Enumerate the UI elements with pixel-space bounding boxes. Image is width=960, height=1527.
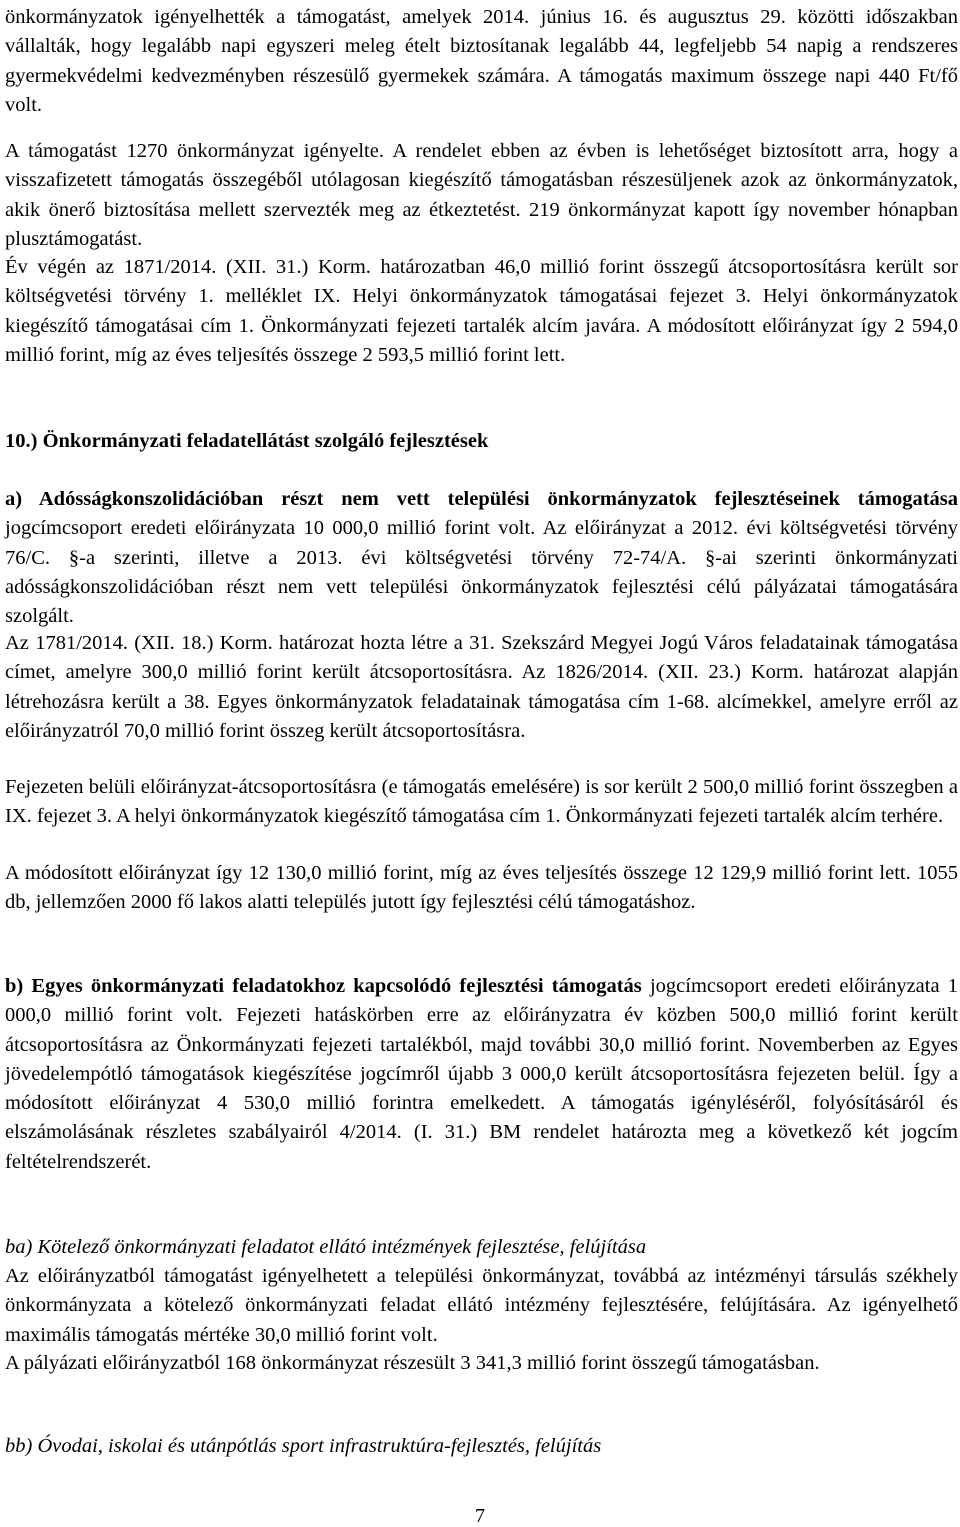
paragraph-regroupings: Az 1781/2014. (XII. 18.) Korm. határozat hozta létre a 31. Szekszárd Megyei Jogú Város feladatainak támogatása címet, amelyre 300,0 millió forint került átcsoportosításra. Az 1826/2014. (XII. 23.) Korm. határozat alapján létrehozásra került a 38. Egyes önkormányzatok feladatainak támogatása cím 1-68. alcímekkel, amelyre erről az előirányzatról 70,0 millió forint összeg került átcsoportosításra.	[5, 632, 958, 742]
subsection-ba-result: A pályázati előirányzatból 168 önkormányzat részesült 3 341,3 millió forint összegű támogatásban.	[5, 1352, 820, 1374]
paragraph-applicants: A támogatást 1270 önkormányzat igényelte. A rendelet ebben az évben is lehetőséget biztosított arra, hogy a visszafizetett támogatás összegéből utólagosan kiegészítő támogatásban részesüljenek azok az önkormányzatok, akik önerő biztosítása mellett szervezték meg az étkeztetést. 219 önkormányzat kapott így november hónapban plusztámogatást.	[5, 140, 958, 250]
subsection-ba-title-text: ba) Kötelező önkormányzati feladatot ellátó intézmények fejlesztése, felújítása	[5, 1236, 647, 1258]
paragraph-year-end-regrouping: Év végén az 1871/2014. (XII. 31.) Korm. határozatban 46,0 millió forint összegű átcsoportosításra került sor költségvetési törvény 1. melléklet IX. Helyi önkormányzatok támogatásai fejezet 3. Helyi önkormányzatok kiegészítő támogatásai cím 1. Önkormányzati fejezeti tartalék alcím javára. A módosított előirányzat így 2 594,0 millió forint, míg az éves teljesítés összege 2 593,5 millió forint lett.	[5, 256, 958, 366]
section-b-title: b) Egyes önkormányzati feladatokhoz kapcsolódó fejlesztési támogatás	[5, 975, 642, 997]
subsection-ba-text: Az előirányzatból támogatást igényelhetett a települési önkormányzat, továbbá az intézményi társulás székhely önkormányzata a kötelező önkormányzati feladat ellátó intézmény fejlesztésére, felújítására. Az igényelhető maximális támogatás mértéke 30,0 millió forint volt.	[5, 1265, 958, 1346]
subsection-bb-title	[5, 1432, 958, 1461]
section-b-text: jogcímcsoport eredeti előirányzata 1 000,0 millió forint volt. Fejezeti hatáskörben erre az előirányzatra év közben 500,0 millió forint került átcsoportosításra az Önkormányzati fejezeti tartalékból, majd további 30,0 millió forint. Novemberben az Egyes jövedelempótló támogatások kiegészítése jogcímről újabb 3 000,0 került átcsoportosításra fejezeten belül. Így a módosított előirányzat 4 530,0 millió forintra emelkedett. A támogatás igényléséről, folyósításáról és elszámolásának részletes szabályairól 4/2014. (I. 31.) BM rendelet határozta meg a következő két jogcím feltételrendszerét.	[5, 975, 958, 1173]
paragraph-meal-support: önkormányzatok igényelhették a támogatást, amelyek 2014. június 16. és augusztus 29. közötti időszakban vállalták, hogy legalább napi egyszeri meleg ételt biztosítanak legalább 44, legfeljebb 54 napig a rendszeres gyermekvédelmi kedvezményben részesülő gyermekek számára. A támogatás maximum összege napi 440 Ft/fő volt.	[5, 6, 958, 116]
paragraph-modified-appropriation: A módosított előirányzat így 12 130,0 millió forint, míg az éves teljesítés összege 12 129,9 millió forint lett. 1055 db, jellemzően 2000 fő lakos alatti település jutott így fejlesztési célú támogatáshoz.	[5, 862, 958, 914]
page-number: 7	[475, 1505, 485, 1527]
section-heading: 10.) Önkormányzati feladatellátást szolgáló fejlesztések	[5, 430, 489, 452]
section-a-paragraph	[5, 485, 958, 631]
section-b-paragraph	[5, 972, 958, 1177]
subsection-ba-title	[5, 1233, 958, 1262]
section-a-text: jogcímcsoport eredeti előirányzata 10 000,0 millió forint volt. Az előirányzat a 2012. évi költségvetési törvény 76/C. §-a szerinti, illetve a 2013. évi költségvetési törvény 72-74/A. §-ai szerinti önkormányzati adósságkonszolidációban részt nem vett települési önkormányzatok fejlesztési célú pályázatai támogatására szolgált.	[5, 517, 958, 627]
paragraph-internal-regrouping: Fejezeten belüli előirányzat-átcsoportosításra (e támogatás emelésére) is sor került 2 500,0 millió forint összegben a IX. fejezet 3. A helyi önkormányzatok kiegészítő támogatása cím 1. Önkormányzati fejezeti tartalék alcím terhére.	[5, 776, 958, 828]
section-a-title: a) Adósságkonszolidációban részt nem vett települési önkormányzatok fejlesztéseinek támogatása	[5, 488, 958, 510]
subsection-bb-title-text: bb) Óvodai, iskolai és utánpótlás sport infrastruktúra-fejlesztés, felújítás	[5, 1435, 602, 1457]
